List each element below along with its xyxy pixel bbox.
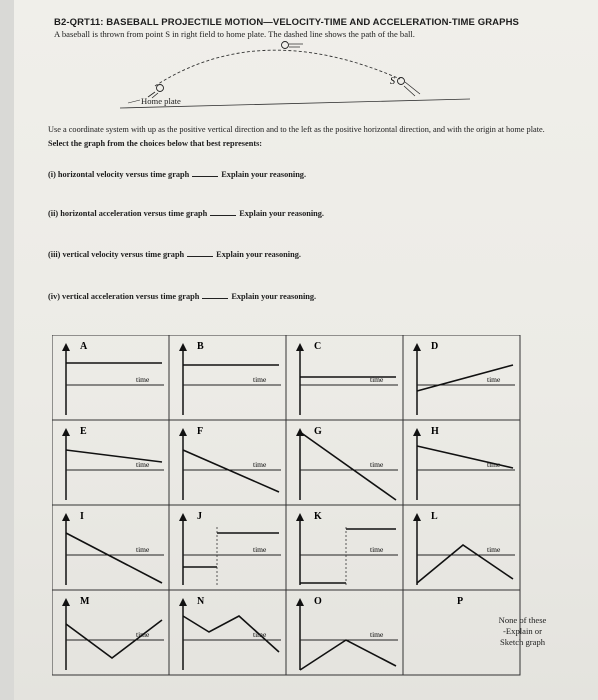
graph-letter-label: I (80, 511, 84, 522)
time-axis-label: time (370, 630, 384, 639)
axis-arrow-icon (62, 598, 70, 606)
time-axis-label: time (136, 375, 150, 384)
axis-arrow-icon (62, 428, 70, 436)
graph-choice-a[interactable] (62, 341, 164, 415)
time-axis-label: time (136, 460, 150, 469)
graph-choice-m[interactable] (62, 596, 164, 670)
graph-choice-n[interactable] (179, 596, 281, 670)
graph-choice-i[interactable] (62, 511, 164, 585)
time-axis-label: time (370, 460, 384, 469)
instructions (48, 125, 568, 149)
graph-letter-label: F (197, 426, 204, 437)
time-axis-label: time (253, 630, 267, 639)
graph-choice-p[interactable] (457, 596, 463, 607)
graph-choice-c[interactable] (296, 341, 398, 415)
question-4: (iv) vertical acceleration versus time graph Explain your reasoning. (48, 292, 317, 301)
axis-arrow-icon (413, 428, 421, 436)
time-axis-label: time (136, 630, 150, 639)
graph-curve (66, 533, 162, 583)
graph-curve (300, 640, 396, 670)
graph-choice-k[interactable] (296, 511, 398, 585)
graph-choices-grid (52, 335, 580, 680)
graph-letter-label: D (431, 341, 439, 352)
answer-blank-3[interactable] (187, 248, 213, 257)
axis-arrow-icon (179, 513, 187, 521)
axis-arrow-icon (62, 513, 70, 521)
graph-letter-label: J (197, 511, 202, 522)
time-axis-label: time (253, 460, 267, 469)
time-axis-label: time (487, 375, 501, 384)
time-axis-label: time (253, 375, 267, 384)
answer-blank-2[interactable] (210, 207, 236, 216)
graph-letter-label: P (457, 596, 464, 607)
point-s-label: S (390, 76, 395, 87)
time-axis-label: time (370, 545, 384, 554)
graph-choice-b[interactable] (179, 341, 281, 415)
axis-arrow-icon (296, 598, 304, 606)
time-axis-label: time (136, 545, 150, 554)
graph-curve (417, 446, 513, 468)
worksheet-title: B2-QRT11: BASEBALL PROJECTILE MOTION—VELOCITY-TIME AND ACCELERATION-TIME GRAPHS (54, 17, 519, 28)
time-axis-label: time (253, 545, 267, 554)
graph-curve (66, 450, 162, 462)
graph-choice-l[interactable] (413, 511, 515, 585)
graph-letter-label: O (314, 596, 322, 607)
graph-letter-label: L (431, 511, 438, 522)
select-instruction: Select the graph from the choices below that best represents: (48, 139, 263, 148)
axis-arrow-icon (296, 343, 304, 351)
graph-choice-e[interactable] (62, 426, 164, 500)
problem-intro: A baseball is thrown from point S in right field to home plate. The dashed line shows the path of the ball. (54, 29, 415, 39)
graph-choice-g[interactable] (296, 426, 398, 500)
graph-choice-h[interactable] (413, 426, 515, 500)
axis-arrow-icon (179, 428, 187, 436)
time-axis-label: time (370, 375, 384, 384)
graph-letter-label: K (314, 511, 322, 522)
coordinate-system-text: Use a coordinate system with up as the positive vertical direction and to the left as the positive horizontal direction, and with the origin at home plate. (48, 125, 545, 134)
axis-arrow-icon (413, 343, 421, 351)
question-3: (iii) vertical velocity versus time graph Explain your reasoning. (48, 250, 301, 259)
graph-letter-label: E (80, 426, 87, 437)
graph-letter-label: C (314, 341, 322, 352)
axis-arrow-icon (62, 343, 70, 351)
axis-arrow-icon (296, 513, 304, 521)
graph-choice-f[interactable] (179, 426, 281, 500)
axis-arrow-icon (179, 598, 187, 606)
time-axis-label: time (487, 545, 501, 554)
trajectory-diagram (0, 0, 598, 120)
graph-letter-label: B (197, 341, 204, 352)
graph-choice-j[interactable] (179, 511, 281, 585)
axis-arrow-icon (179, 343, 187, 351)
question-2: (ii) horizontal acceleration versus time graph Explain your reasoning. (48, 209, 324, 218)
graph-letter-label: M (80, 596, 90, 607)
home-plate-label: Home plate (141, 96, 181, 106)
graph-letter-label: H (431, 426, 439, 437)
graph-letter-label: N (197, 596, 205, 607)
none-of-these-box[interactable]: None of these -Explain or Sketch graph (498, 615, 547, 647)
answer-blank-4[interactable] (202, 290, 228, 299)
graph-letter-label: G (314, 426, 322, 437)
graph-letter-label: A (80, 341, 88, 352)
graph-curve (66, 620, 162, 658)
question-1: (i) horizontal velocity versus time graph Explain your reasoning. (48, 170, 307, 179)
axis-arrow-icon (413, 513, 421, 521)
answer-blank-1[interactable] (192, 168, 218, 177)
time-axis-label: time (487, 460, 501, 469)
graph-curve (183, 450, 279, 492)
graph-choice-d[interactable] (413, 341, 515, 415)
graph-choice-o[interactable] (296, 596, 398, 670)
